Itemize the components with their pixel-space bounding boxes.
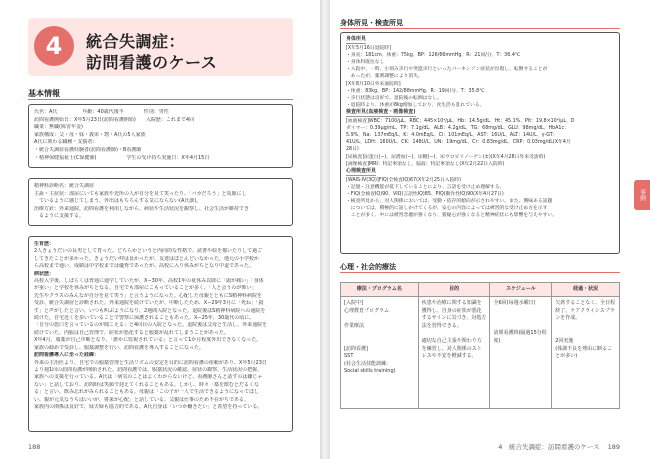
history-line: 家族への支援を行っている。A氏は「病気のことはよくわからないけど、看護師さんと話すのは嫌じゃ	[34, 374, 263, 381]
physical-rule	[340, 28, 620, 29]
basic-info-line: 家族構成：父・母・妹・義弟・甥・A氏の5人家族	[34, 131, 146, 138]
history-line: す」と声がしたと言い、いつも叫ぶようになり、2週間入院となった。退院後はS精神科病院への通院を	[34, 307, 266, 314]
psych-line: ・記憶・注意機能が低下していることにより、言語を受け止め理解する。	[346, 184, 505, 190]
lab-line: [尿検査]尿蛋白(−)、尿潜血(−)、尿糖(−)、尿ウロビリノーゲン(±)(X年4月28日外来受診時)	[346, 154, 546, 160]
physical-line: ・入院中、一時、小刻み歩行や突進歩行といったパーキンソン症状が出現し、転倒することが	[346, 67, 548, 73]
lab-line: [血液検査]WBC：7100/μL、RBC：445×10⁴/μL、Hb：14.5g/dL、Ht：45.1%、Plt：19.8×10⁴/μL、D	[346, 119, 575, 125]
history-line: い。親が元気なうちはいいが、将来が心配」と話している。父親は仕事のため不在がちである。	[34, 396, 249, 403]
history-line: る」と言い、飲み忘れがみられることもある。母親は「この子が一人で生活できるようになってほし	[34, 389, 260, 396]
table-row	[341, 297, 620, 409]
history-line: X年4月、服薬が自己中断となり、「誰かに監視されている」と言って1か月程度外出できなくなった。	[34, 337, 262, 344]
diagnosis-line: るように支援する。	[34, 213, 85, 220]
physical-line: ・退院時より、体重が8kg増加しており、食生活も乱れている。	[346, 102, 485, 108]
therapy-table	[340, 282, 620, 409]
lab-line: 28日)	[346, 147, 359, 153]
physical-heading: 身体所見・検査所見	[340, 19, 403, 27]
basic-info-line: A氏に関わる職種・支援者：	[34, 139, 98, 146]
right-footer	[498, 442, 620, 451]
physical-subtitle: 身体所見	[346, 36, 366, 44]
psych-line: については、積極的に話しかけてくるが、安心の内容によっては被害的な受け止め方を示す	[346, 206, 548, 212]
history-line: 家族内の関係は良好で、妹夫婦も協力的である。A氏自身は「いつか働きたい」と希望を持っている。	[34, 403, 263, 410]
lab-line: 5.9%、Na：137mEq/L、K：4.0mEq/L、Cl：101mEq/L、AST：16U/L、ALT：14U/L、γ-GT：	[346, 133, 558, 139]
psych-subtitle: 心理検査所見	[346, 168, 376, 176]
history-line: 高校入学後、しばらくは普通に通学していたが、X−30年、高校1年の夏休み以降に「頭が痛い」「身体	[34, 278, 264, 285]
social-rule	[340, 272, 620, 273]
diagnosis-line: 精神科診断名：統合失調症	[34, 183, 95, 189]
book-spine	[320, 0, 330, 459]
history-box	[28, 236, 293, 432]
basic-info-box	[28, 104, 293, 168]
table-header: 経過・状況	[552, 283, 620, 297]
psych-line: ・FIQ(全検査IQ)90、VIQ(言語性IQ)85、PIQ(動作性IQ)90(X年4月27日)	[346, 191, 504, 197]
history-line: 「自分の悪口を言っているのが聞こえる」と4回目の入院となった。退院後は父母と生活し、外来通院を	[34, 322, 268, 329]
diagnosis-line: ているように感じてしまう。外出はもちろんする気にならない(A氏談)。	[34, 198, 202, 205]
lab-line: [画像検査]MRI：特記事項なし、脳波：特記事項なし(X年2月22日入院時)	[346, 161, 505, 167]
history-line: 2人きょうだいの長男として育った。どちらかというと内向的な性格で、読書や絵を描いたりして過ご	[34, 248, 263, 255]
psych-line: [WAIS-Ⅳ(3Q)]FIQ(全検査IQ)67(X年2月25日入院時)	[346, 177, 462, 183]
chapter-number-badge: 4	[34, 26, 74, 66]
physical-line: ・身長：181cm、体重：75kg、BP：126/66mmHg、R：21回/分、T：36.4℃	[346, 53, 521, 59]
basic-info-line: 職業：無職(障害年金)	[34, 124, 83, 131]
table-header: 目的	[418, 283, 490, 297]
physical-line: [X年5月16日退院時]	[346, 46, 391, 52]
basic-info-line: 氏名：A氏 年齢：40歳代後半 性別：男性	[34, 109, 169, 115]
basic-info-line: ・精神保健福祉士(C保健師) 学生の受け持ち実施日：X年4月15日	[34, 154, 210, 161]
history-line: 先生やクラスのみんなが自分を見て笑う」と言うようになった。心配した母親とともにS精神科病院を	[34, 292, 263, 299]
psych-line: ・検査所見から、対人関係においては、受動・依存的傾向が示されやすい。また、興味ある話題	[346, 199, 553, 205]
lab-subtitle: 検査所見(血液検査・画像検査)	[346, 109, 416, 117]
basic-info-line: 訪問看護開始日：X年5月23日(訪問看護開始) 入院歴：これまで4回	[34, 116, 195, 123]
physical-line: ・体重：83kg、BP：142/88mmHg、R：19回/分、T：35.8℃	[346, 88, 485, 94]
table-cell: 欠席することなく、全日程終了。ケアクライシスプランを作成。 2回実施 (体調不良を理由に断ることが多い)	[552, 297, 620, 409]
history-line: 外来の主治医より、自宅での服薬管理と生活リズムの安定を目的に訪問看護の依頼があり、X年5月23日	[34, 359, 267, 366]
right-page-number: 189	[607, 443, 620, 451]
history-line: ら高校まで通い、成績は中学校までは優秀であったが、高校に入り休みがちとなり中退であった。	[34, 263, 254, 270]
physical-line: あったが、薬剤調整により消失。	[346, 74, 423, 80]
table-header: 療法・プログラム名	[341, 283, 419, 297]
left-page	[0, 0, 320, 459]
physical-line: [X年8月10日外来通院時]	[346, 81, 401, 87]
lab-line: 41U/L、LDH：160U/L、CK：148U/L、UN：19mg/dL、Cr：0.83mg/dL、CRP：0.03mg/dL(X年4月	[346, 140, 571, 146]
right-footer-chapter: 4 統合失調症：訪問看護のケース	[498, 443, 600, 451]
chapter-header	[28, 18, 293, 76]
table-header: スケジュール	[490, 283, 552, 297]
diagnosis-line: 治療方針：外来通院、訪問看護を利用しながら、病状や生活状況を観察し、社会生活が維持でき	[34, 205, 250, 212]
physical-line: ・身体科既往なし	[346, 60, 385, 66]
physical-box	[340, 32, 620, 254]
chapter-title-line2: 訪問看護のケース	[86, 53, 218, 72]
history-line: より週1回の訪問看護が開始された。訪問看護では、服薬状況の確認、症状の観察、生活状況の把握、	[34, 366, 263, 373]
table-cell: 全6回(毎週水曜日) 訪問看護時(隔週15分程度)	[490, 297, 552, 409]
chapter-title-line1: 統合失調症：	[86, 32, 186, 51]
physical-line: ・歩行状態は良好で、退院後の転倒はなし。	[346, 95, 442, 101]
psych-line: ことが多く、中には被害念慮が強くなり、猜疑心が強くなると精神症状にも影響を与えやすい。	[346, 213, 557, 219]
basic-info-rule	[28, 99, 293, 100]
side-tab: 事例	[634, 180, 650, 210]
social-heading: 心理・社会的療法	[340, 263, 396, 271]
history-line: 生育歴：	[34, 241, 55, 247]
history-line: 家族の勧めで受診し、服薬調整を行い、訪問看護を導入することになった。	[34, 344, 205, 351]
right-page	[330, 0, 650, 459]
diagnosis-line: 主訴・主症状：部屋にいても家族や近所の人が自分を見て笑ったり、「バカだろう」と馬鹿にし	[34, 190, 247, 197]
history-line: 受診、統合失調症と診断された。外来通院を続けていたが、中断したため、X−29年3月に「死ね」「殺	[34, 300, 264, 307]
history-line: 続けた。自宅近くを歩いていることで警察に保護されることもあった。X−25年、30歳代の頃に、	[34, 315, 255, 322]
history-line: が重い」と学校を休みがちとなる。自宅でも部屋にこもっていることが多く、「人と会うのが怖い」	[34, 285, 257, 292]
history-line: してきたことが多かった。きょうだい仲は良かったが、友達はほとんどいなかった。地元の小学校か	[34, 255, 260, 262]
history-line: 続けていた。内服は自己管理で、症状が悪化すると服薬が乱れてしまうことがあった。	[34, 329, 229, 336]
diagnosis-box	[28, 178, 293, 226]
history-line: 訪問看護導入に至った経緯：	[34, 352, 100, 359]
basic-info-line: ・統合失調症看護経験者(訪問看護師)・B看護師	[34, 146, 142, 153]
left-page-number: 188	[28, 443, 41, 451]
history-line: ない」と話しており、訪問時は笑顔で迎えてくれることもある。しかし、時々「薬を飲むとだるくな	[34, 381, 260, 388]
lab-line: ダイマー：0.39μg/mL、TP：7.1g/dL、ALB：4.2g/dL、TG：68mg/dL、GLU：98mg/dL、HbA1c：	[346, 126, 569, 132]
basic-info-heading: 基本情報	[28, 89, 60, 98]
table-cell: 疾患や治療に関する知識を獲得し、自身の症状が悪化するサインに気づき、対処方法を習得できる。 適切な自己主張や関わり方を練習し、対人関係のストレスや不安を軽減する。	[418, 297, 490, 409]
history-line: 病状歴：	[34, 270, 55, 277]
table-cell: [入院中] 心理教育プログラム 作業療法 [訪問看護] SST (社会生活技能訓練： Social skills training)	[341, 297, 419, 409]
